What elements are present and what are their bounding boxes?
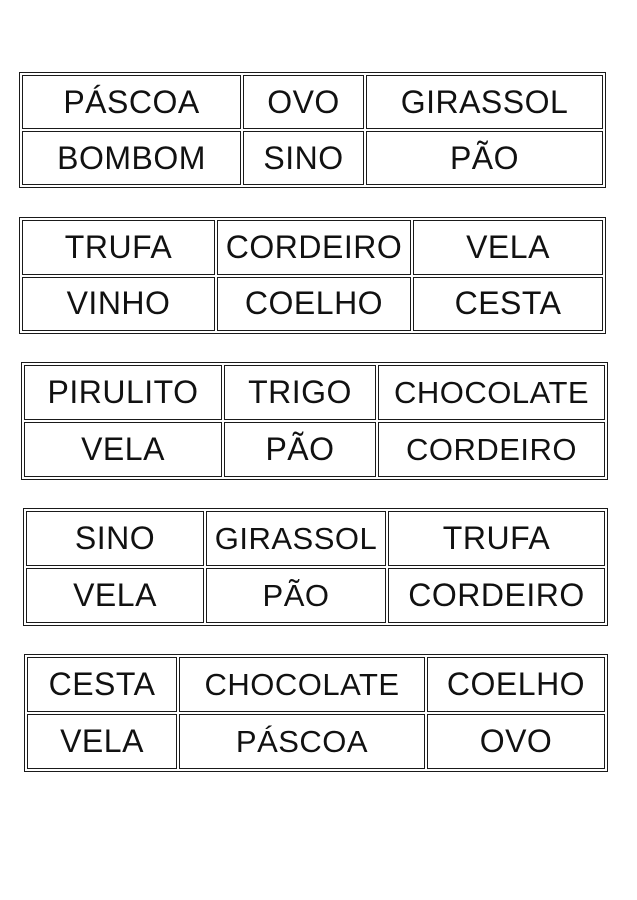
word-cell: CORDEIRO [388, 568, 605, 623]
word-cell: PIRULITO [24, 365, 222, 420]
word-table-2 [19, 217, 606, 334]
word-table-5 [24, 654, 608, 772]
word-table-3 [21, 362, 608, 480]
word-cell: CHOCOLATE [179, 657, 425, 712]
word-cell: PÃO [366, 131, 603, 185]
word-cell: PÁSCOA [179, 714, 425, 769]
word-cell: VELA [27, 714, 177, 769]
word-cell: PÁSCOA [22, 75, 241, 129]
word-cell: TRUFA [22, 220, 215, 275]
word-cell: SINO [243, 131, 364, 185]
word-cell: TRUFA [388, 511, 605, 566]
word-cell: SINO [26, 511, 204, 566]
word-cell: COELHO [217, 277, 411, 332]
word-cell: VELA [24, 422, 222, 477]
word-cell: OVO [427, 714, 605, 769]
word-cell: VELA [26, 568, 204, 623]
word-cell: GIRASSOL [206, 511, 386, 566]
word-cell: CESTA [413, 277, 603, 332]
word-cell: PÃO [206, 568, 386, 623]
word-cell: CESTA [27, 657, 177, 712]
word-cell: CORDEIRO [217, 220, 411, 275]
word-cell: CHOCOLATE [378, 365, 605, 420]
word-cell: VELA [413, 220, 603, 275]
word-table-4 [23, 508, 608, 626]
word-cell: TRIGO [224, 365, 376, 420]
word-table-1 [19, 72, 606, 188]
word-cell: BOMBOM [22, 131, 241, 185]
word-cell: VINHO [22, 277, 215, 332]
word-cell: PÃO [224, 422, 376, 477]
word-cell: OVO [243, 75, 364, 129]
word-cell: CORDEIRO [378, 422, 605, 477]
word-cell: GIRASSOL [366, 75, 603, 129]
word-cell: COELHO [427, 657, 605, 712]
